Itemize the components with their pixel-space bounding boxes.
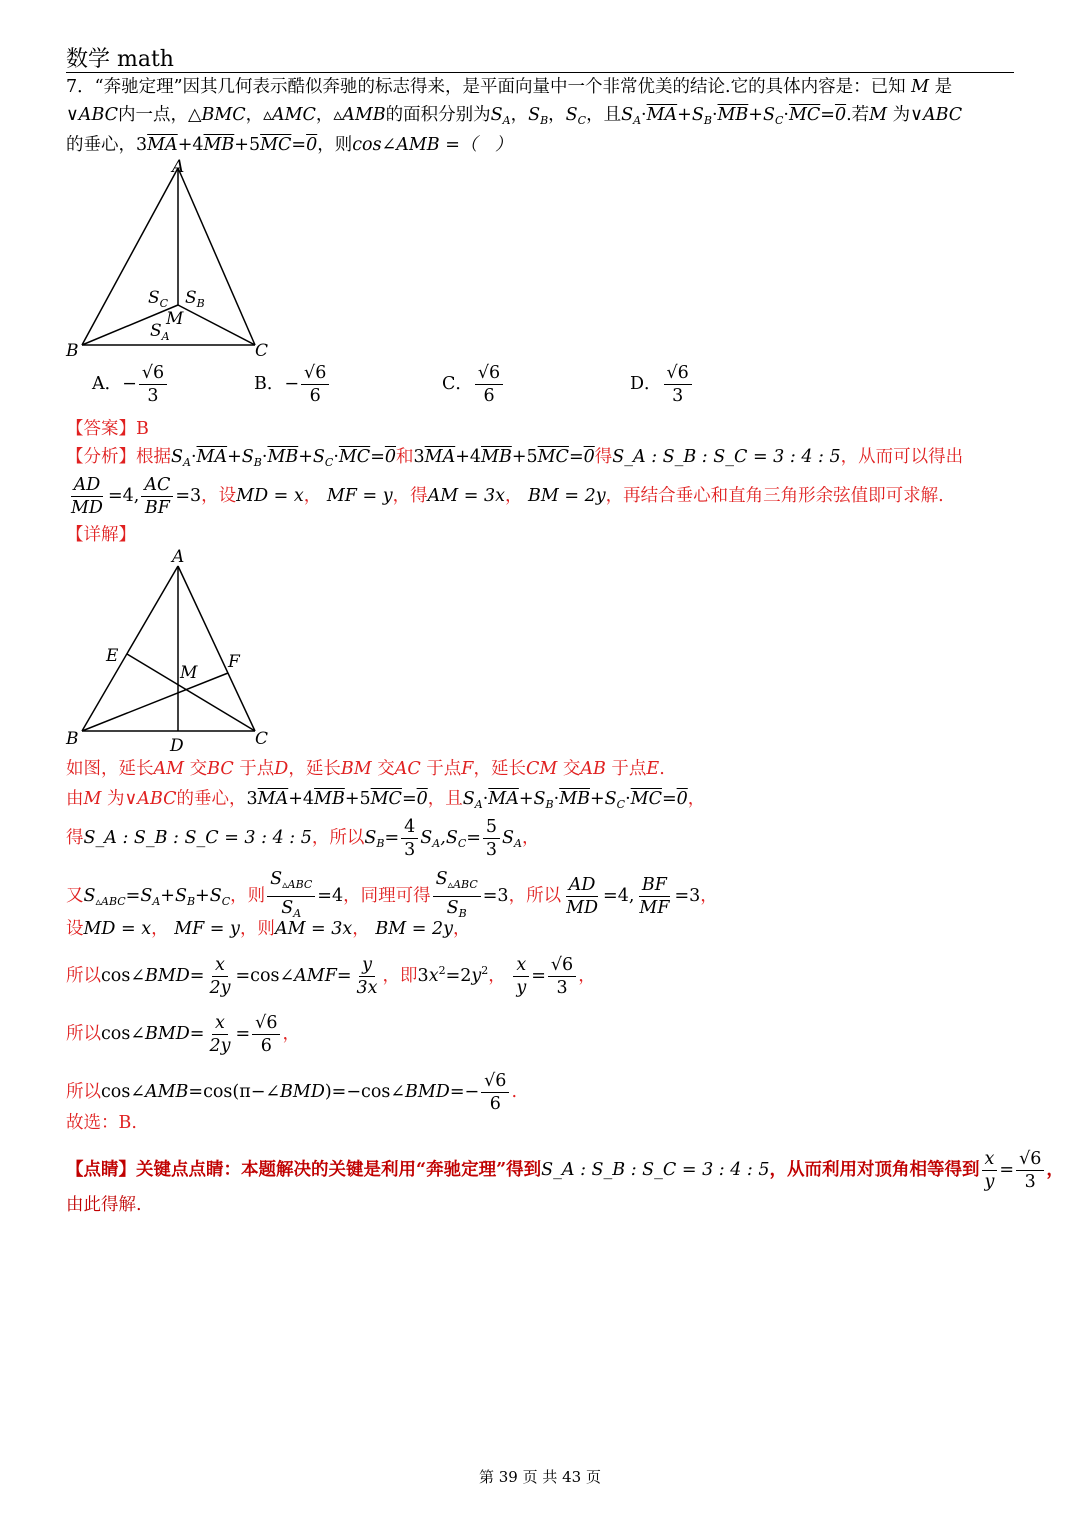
detail-line-5: 设MD = x， MF = y，则AM = 3x， BM = 2y， — [66, 919, 471, 939]
label-m: M — [166, 309, 184, 329]
figure-2-triangle — [60, 540, 290, 755]
question-number: 7． — [66, 77, 95, 97]
detail-line-1: 如图，延长AM 交BC 于点D，延长BM 交AC 于点F，延长CM 交AB 于点E. — [66, 759, 665, 779]
detail-line-6: 所以cos∠BMD= $\frac{x}{2y}$ =cos∠AMF= $\frac{y}{3x}$ ，即$3x^2=2y^2$， $\frac{x}{y}$ = $\frac{√6}{3}$ ， — [66, 955, 596, 998]
edge-ab — [82, 168, 178, 345]
answer-value: B — [136, 419, 149, 439]
label-d: D — [170, 736, 184, 755]
key-point-line-2: 由此得解. — [66, 1195, 142, 1215]
detail-line-7: 所以cos∠BMD= $\frac{x}{2y}$ = $\frac{√6}{6}$ ， — [66, 1013, 300, 1056]
label-a: A — [172, 157, 185, 177]
detail-line-3: 得S_A : S_B : S_C = 3 : 4 : 5，所以$S_B=$ $\frac{4}{3}$ $S_A,S_C=$ $\frac{5}{3}$ $S_A$， — [66, 817, 540, 860]
label-b: B — [66, 341, 79, 361]
option-d[interactable]: D． $\frac{√6}{3}$ — [630, 362, 694, 407]
key-point-line-1: 【点睛】关键点点睛：本题解决的关键是利用“奔驰定理”得到S_A : S_B : S_C = 3 : 4 : 5，从而利用对顶角相等得到 $\frac{x}{y}$ = $\frac{√6}{3}$ ， — [66, 1149, 1064, 1192]
figure-1-triangle — [60, 150, 290, 365]
label-b: B — [66, 729, 79, 749]
answer — [66, 414, 149, 444]
label-c: C — [255, 341, 269, 361]
option-c[interactable]: C． $\frac{√6}{6}$ — [442, 362, 505, 407]
edge-ac — [178, 566, 255, 731]
page-footer: 第 39 页 共 43 页 — [478, 1468, 601, 1486]
label-sc: $S_C$ — [148, 288, 169, 310]
option-a[interactable]: A．− $\frac{√6}{3}$ — [92, 362, 169, 407]
segment-cm — [178, 305, 255, 345]
question-line-1: 7．“奔驰定理”因其几何表示酷似奔驰的标志得来，是平面向量中一个非常优美的结论.它的具体内容是：已知 M 是 — [66, 77, 953, 97]
detail-line-4: 又$S_{▵ABC}=S_A+S_B+S_C$，则 $\frac{S_{▵ABC}}{S_A}$ =4，同理可得 $\frac{S_{▵ABC}}{S_B}$ =3，所以 $\frac{AD}{MD}$ =4, $\frac{BF}{MF}$ =3， — [66, 869, 718, 920]
label-sb: $S_B$ — [185, 288, 205, 310]
edge-ab — [82, 566, 178, 731]
label-c: C — [255, 729, 269, 749]
answer-tag: 【答案】 — [66, 419, 136, 439]
edge-ac — [178, 168, 255, 345]
analysis-line-1: 【分析】根据$S_A\cdot\overline{MA}+S_B\cdot\overline{MB}+S_C\cdot\overline{MC}=0$和$3\overline{MA}+4\overline{MB}+5\overline{MC}=0$得S_A : S_B : S_C = 3 : 4 : 5，从而可以得出 — [66, 447, 964, 469]
label-e: E — [106, 646, 119, 666]
option-b[interactable]: B．− $\frac{√6}{6}$ — [254, 362, 331, 407]
question-line-3: 的垂心，$3\overline{MA}+4\overline{MB}+5\overline{MC}=0$，则cos∠AMB =（ ） — [66, 135, 513, 155]
label-sa: $S_A$ — [150, 321, 170, 343]
analysis-line-2: $\frac{AD}{MD}$ =4, $\frac{AC}{BF}$ =3，设MD = x， MF = y，得AM = 3x， BM = 2y，再结合垂心和直角三角形余弦值即可求解. — [71, 475, 944, 518]
label-m: M — [180, 663, 198, 683]
header-title: 数学 math — [66, 47, 174, 72]
label-a: A — [172, 547, 185, 567]
detail-line-9: 故选：B. — [66, 1113, 137, 1133]
detail-line-8: 所以cos∠AMB=cos(π−∠BMD)=−cos∠BMD=− $\frac{√6}{6}$ . — [66, 1071, 518, 1114]
question-line-2: ∨ABC内一点，△BMC，▵AMC，▵AMB的面积分别为$S_A$，$S_B$，$S_C$，且$S_A\cdot\overline{MA}+S_B\cdot\overline{MB}+S_C\cdot\overline{MC}=0$.若M 为∨ABC — [66, 105, 963, 127]
label-f: F — [228, 652, 240, 672]
detail-tag: 【详解】 — [66, 525, 136, 545]
detail-line-2: 由M 为∨ABC的垂心，$3\overline{MA}+4\overline{MB}+5\overline{MC}=0$，且$S_A\cdot\overline{MA}+S_B\cdot\overline{MB}+S_C\cdot\overline{MC}=0$， — [66, 789, 706, 811]
